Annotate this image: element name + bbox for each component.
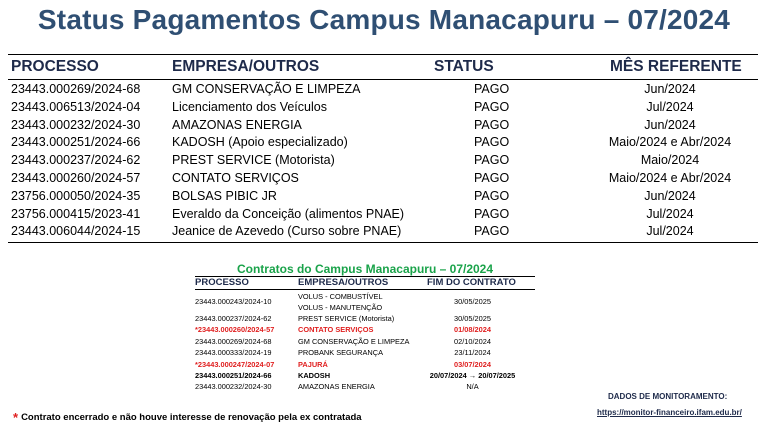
cell-mes: Jul/2024: [646, 224, 694, 239]
contract-processo: 23443.000237/2024-62: [195, 314, 272, 323]
header-processo: PROCESSO: [11, 58, 99, 75]
contract-fim: 02/10/2024: [454, 336, 491, 346]
table-row: [0, 207, 768, 225]
contract-row: [195, 314, 535, 325]
contract-empresa: AMAZONAS ENERGIA: [298, 382, 375, 392]
monitoramento-label: DADOS DE MONITORAMENTO:: [608, 392, 728, 401]
cell-empresa: CONTATO SERVIÇOS: [172, 170, 299, 185]
contract-fim: 30/05/2025: [454, 297, 491, 306]
cell-status: PAGO: [474, 117, 510, 132]
contratos-body: [195, 292, 535, 394]
contract-empresa: PREST SERVICE (Motorista): [298, 314, 395, 323]
cell-processo: 23443.000260/2024-57: [11, 170, 141, 185]
cell-processo: 23443.006513/2024-04: [11, 99, 141, 114]
cell-empresa: BOLSAS PIBIC JR: [172, 188, 277, 203]
header-status: STATUS: [434, 58, 494, 75]
header-empresa: EMPRESA/OUTROS: [172, 58, 320, 75]
contract-processo: 23443.000243/2024-10: [195, 297, 272, 306]
table-row: [0, 171, 768, 189]
cell-empresa: Licenciamento dos Veículos: [172, 99, 327, 114]
contract-fim: N/A: [466, 382, 479, 392]
cell-status: PAGO: [474, 135, 510, 150]
cell-status: PAGO: [474, 99, 510, 114]
table-row: [0, 153, 768, 171]
contratos-header-fim: FIM DO CONTRATO: [427, 277, 516, 288]
header-top-rule: [8, 54, 758, 55]
cell-status: PAGO: [474, 170, 510, 185]
contract-row: [195, 360, 535, 371]
contratos-title: Contratos do Campus Manacapuru – 07/2024: [236, 262, 494, 276]
cell-status: PAGO: [474, 153, 510, 168]
table-row: [0, 100, 768, 118]
table-row: [0, 82, 768, 100]
contract-empresa: GM CONSERVAÇÃO E LIMPEZA: [298, 336, 410, 346]
contract-processo: *23443.000247/2024-07: [195, 359, 275, 369]
header-bottom-rule: [8, 79, 758, 80]
main-table-header: [0, 58, 768, 80]
cell-status: PAGO: [474, 206, 510, 221]
footnote-asterisk: *: [13, 410, 19, 425]
contract-empresa-secondary: VOLUS - MANUTENÇÃO: [298, 303, 383, 312]
cell-empresa: AMAZONAS ENERGIA: [172, 117, 302, 132]
contract-row: [195, 371, 535, 382]
table-row: [0, 189, 768, 207]
contratos-header-rule: [195, 289, 535, 290]
cell-mes: Jun/2024: [644, 82, 696, 96]
cell-mes: Maio/2024 e Abr/2024: [608, 135, 732, 150]
contract-processo: 23443.000232/2024-30: [195, 382, 272, 392]
contract-empresa: VOLUS - COMBUSTÍVEL: [298, 292, 383, 301]
cell-processo: 23443.000232/2024-30: [11, 117, 141, 132]
cell-status: PAGO: [474, 82, 510, 96]
cell-status: PAGO: [474, 224, 510, 239]
cell-mes: Jul/2024: [646, 206, 694, 221]
contract-processo: 23443.000269/2024-68: [195, 336, 272, 346]
monitoramento-link[interactable]: https://monitor-financeiro.ifam.edu.br/: [597, 408, 742, 417]
contract-fim: 30/05/2025: [454, 314, 491, 323]
footnote-text: Contrato encerrado e não houve interesse de renovação pela ex contratada: [21, 412, 362, 423]
contract-row: [195, 348, 535, 359]
cell-empresa: Everaldo da Conceição (alimentos PNAE): [172, 206, 405, 221]
table-row: [0, 118, 768, 136]
cell-processo: 23443.000269/2024-68: [11, 82, 141, 96]
cell-mes: Maio/2024 e Abr/2024: [608, 170, 732, 185]
cell-empresa: PREST SERVICE (Motorista): [172, 153, 335, 168]
header-mes: MÊS REFERENTE: [610, 58, 742, 75]
contract-row: [195, 292, 535, 314]
contract-empresa: PAJURÁ: [298, 359, 328, 369]
contract-processo: *23443.000260/2024-57: [195, 325, 275, 335]
table-bottom-rule: [8, 242, 758, 243]
cell-mes: Maio/2024: [640, 153, 700, 168]
contract-empresa: CONTATO SERVIÇOS: [298, 325, 374, 335]
contract-fim: 03/07/2024: [454, 359, 491, 369]
contract-row: [195, 325, 535, 336]
cell-processo: 23756.000415/2023-41: [11, 206, 141, 221]
cell-processo: 23756.000050/2024-35: [11, 188, 141, 203]
main-table-body: [0, 82, 768, 242]
cell-processo: 23443.006044/2024-15: [11, 224, 141, 239]
cell-processo: 23443.000237/2024-62: [11, 153, 141, 168]
contract-fim: 20/07/2024 → 20/07/2025: [429, 370, 516, 380]
contract-fim: 23/11/2024: [454, 348, 491, 358]
cell-empresa: GM CONSERVAÇÃO E LIMPEZA: [172, 82, 361, 96]
contract-fim: 01/08/2024: [454, 325, 491, 335]
cell-mes: Jun/2024: [644, 117, 696, 132]
page-title: Status Pagamentos Campus Manacapuru – 07/2024: [37, 4, 731, 35]
contract-empresa: KADOSH: [298, 370, 331, 380]
contract-row: [195, 337, 535, 348]
contract-row: [195, 382, 535, 393]
table-row: [0, 135, 768, 153]
cell-status: PAGO: [474, 188, 510, 203]
cell-mes: Jun/2024: [644, 188, 696, 203]
table-row: [0, 224, 768, 242]
contratos-panel: [195, 262, 535, 392]
cell-empresa: KADOSH (Apoio especializado): [172, 135, 348, 150]
contract-empresa: PROBANK SEGURANÇA: [298, 348, 384, 358]
contract-processo: 23443.000333/2024-19: [195, 348, 272, 358]
cell-processo: 23443.000251/2024-66: [11, 135, 141, 150]
contratos-header-empresa: EMPRESA/OUTROS: [298, 277, 389, 288]
contract-processo: 23443.000251/2024-66: [195, 370, 272, 380]
cell-empresa: Jeanice de Azevedo (Curso sobre PNAE): [172, 224, 402, 239]
footnote: [13, 410, 362, 425]
cell-mes: Jul/2024: [646, 99, 694, 114]
contratos-header-processo: PROCESSO: [195, 277, 249, 288]
